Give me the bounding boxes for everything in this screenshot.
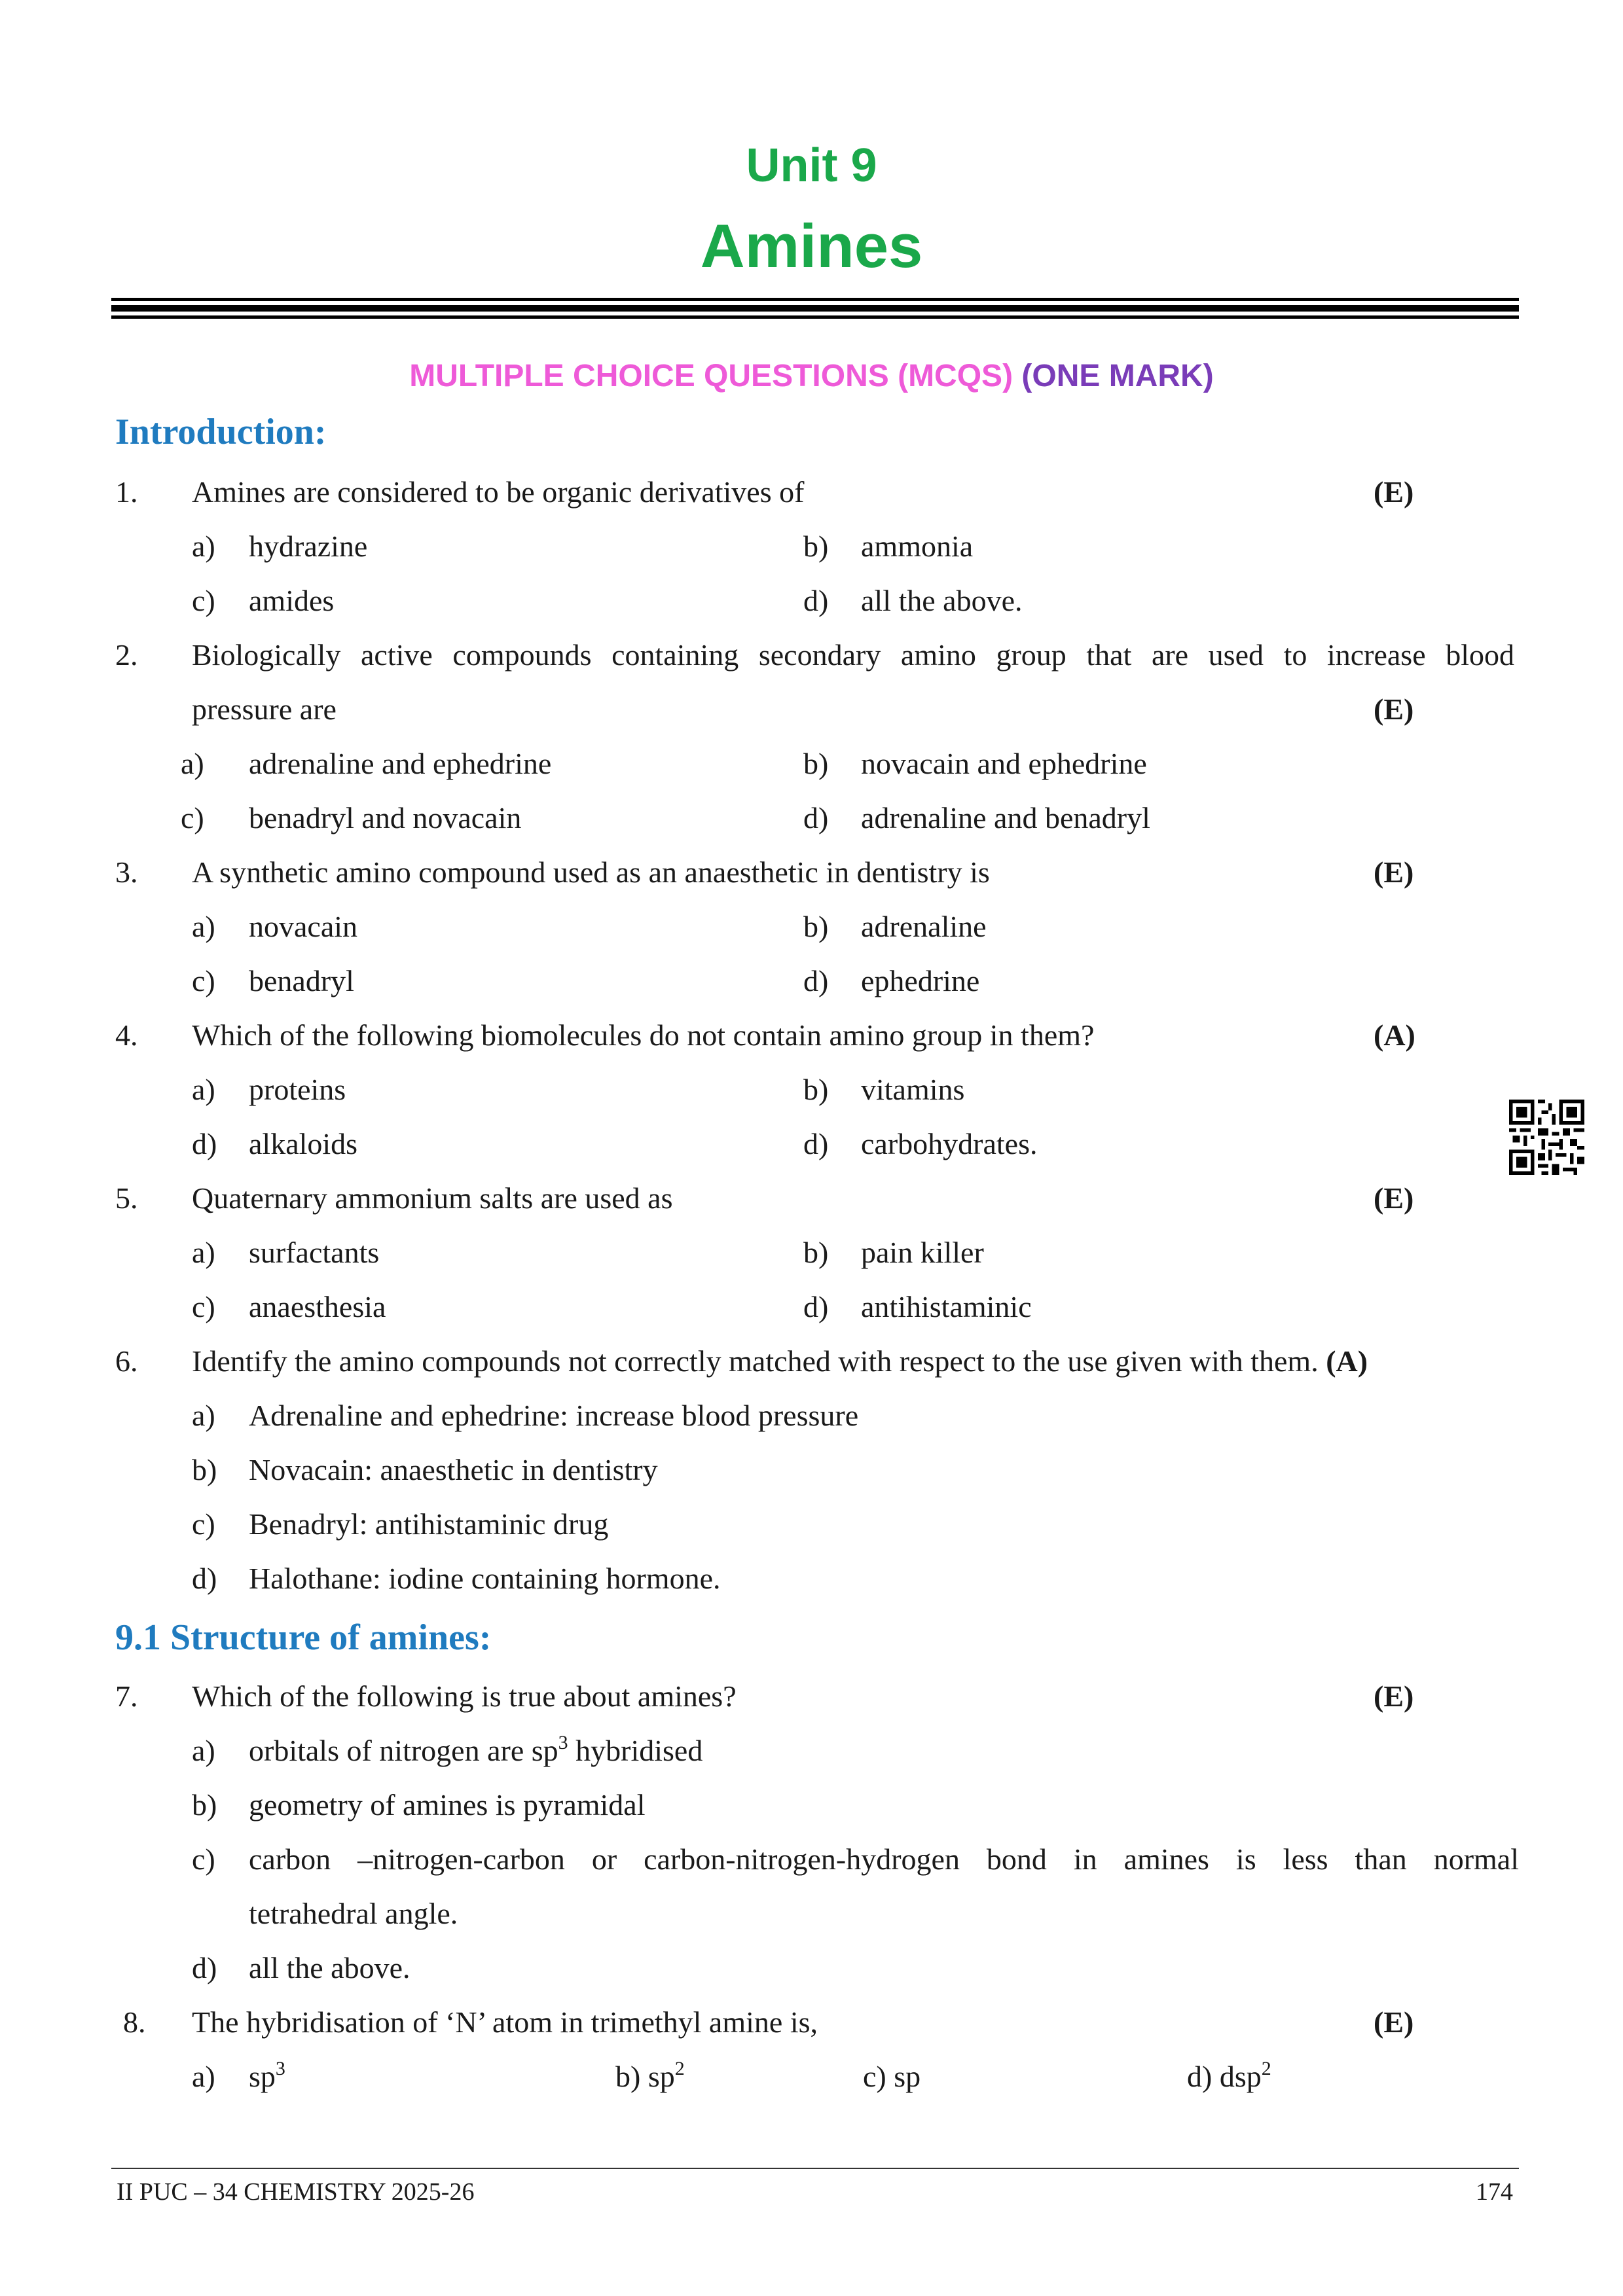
option-label: c) (192, 1507, 215, 1541)
option-label: a) (192, 1399, 215, 1432)
question-number: 6. (115, 1344, 138, 1378)
option-label: d) (192, 1562, 217, 1595)
option-label: c) (192, 1290, 215, 1323)
option-text: Halothane: iodine containing hormone. (249, 1562, 721, 1595)
superscript: 3 (275, 2058, 285, 2079)
option-text: all the above. (249, 1951, 410, 1984)
option-text: adrenaline and benadryl (861, 801, 1150, 834)
option-label: b) (803, 747, 829, 780)
question-number: 2. (115, 638, 138, 672)
option-text: proteins (249, 1073, 346, 1106)
option-label: a) (192, 1073, 215, 1106)
option-text: benadryl (249, 964, 354, 997)
option-label: d) (192, 1127, 217, 1160)
option-text: Novacain: anaesthetic in dentistry (249, 1453, 658, 1486)
option-text: alkaloids (249, 1127, 358, 1160)
option-label: b) sp (615, 2060, 675, 2093)
option-label: a) (192, 2060, 215, 2093)
question-mark: (E) (1374, 475, 1414, 509)
question-mark: (E) (1374, 1181, 1414, 1215)
question-text (192, 1344, 1368, 1378)
option-text: ephedrine (861, 964, 980, 997)
question-text: A synthetic amino compound used as an anaesthetic in dentistry is (192, 855, 990, 889)
question-text: Quaternary ammonium salts are used as (192, 1181, 673, 1215)
option-text (249, 1733, 702, 1768)
option-label: c) (181, 801, 204, 834)
footer-course: II PUC – 34 CHEMISTRY 2025-26 (117, 2178, 475, 2206)
question-text: Which of the following is true about amines? (192, 1679, 737, 1713)
option-label: d) (803, 801, 829, 834)
option-label: d) (803, 1127, 829, 1160)
question-text: The hybridisation of ‘N’ atom in trimethyl amine is, (192, 2005, 818, 2039)
question-mark: (A) (1326, 1344, 1368, 1378)
question-text: Which of the following biomolecules do not contain amino group in them? (192, 1018, 1095, 1052)
option-text: anaesthesia (249, 1290, 386, 1323)
mcq-banner-marks: (ONE MARK) (1021, 359, 1214, 393)
title-rule-top (111, 298, 1519, 301)
superscript: 2 (674, 2058, 685, 2079)
option-label: a) (192, 1236, 215, 1269)
option-label: b) (192, 1453, 217, 1486)
option-label: b) (192, 1788, 217, 1821)
section-heading-structure: 9.1 Structure of amines: (115, 1617, 492, 1658)
option-label: d) dsp (1187, 2060, 1262, 2093)
option-text: adrenaline and ephedrine (249, 747, 552, 780)
option-text-line-1: carbon –nitrogen-carbon or carbon-nitrogen-hydrogen bond in amines is less than normal (249, 1842, 1519, 1876)
option-label: c) sp (863, 2060, 921, 2093)
unit-number: Unit 9 (746, 139, 877, 192)
option-text: antihistaminic (861, 1290, 1032, 1323)
option-label: a) (192, 529, 215, 563)
option-label: b) (803, 1236, 829, 1269)
option-text: ammonia (861, 529, 974, 563)
mcq-banner (0, 358, 1623, 394)
option-text-post: hybridised (568, 1734, 703, 1767)
option-label: c) (192, 584, 215, 617)
option-text: novacain (249, 910, 358, 943)
option-text: amides (249, 584, 335, 617)
option-label: d) (192, 1951, 217, 1984)
superscript: 3 (558, 1732, 568, 1753)
option-text: Benadryl: antihistaminic drug (249, 1507, 609, 1541)
question-number: 1. (115, 475, 138, 509)
option-label: d) (803, 964, 829, 997)
option-text: novacain and ephedrine (861, 747, 1147, 780)
mcq-banner-main: MULTIPLE CHOICE QUESTIONS (MCQS) (409, 359, 1013, 393)
question-number: 7. (115, 1679, 138, 1713)
option-text-line-2: tetrahedral angle. (249, 1897, 458, 1930)
option-text: benadryl and novacain (249, 801, 522, 834)
option-label: a) (181, 747, 204, 780)
option-text: pain killer (861, 1236, 984, 1269)
option-text: all the above. (861, 584, 1023, 617)
option-label: b) (803, 910, 829, 943)
option-text (615, 2059, 685, 2094)
title-rule-middle (111, 305, 1519, 312)
option-label: b) (803, 1073, 829, 1106)
question-number: 5. (115, 1181, 138, 1215)
option-label: d) (803, 584, 829, 617)
footer-rule (111, 2168, 1519, 2169)
question-text-body: Identify the amino compounds not correctly matched with respect to the use given with them. (192, 1344, 1319, 1378)
chapter-title: Amines (700, 211, 923, 280)
option-base: sp (249, 2060, 276, 2093)
question-number: 3. (115, 855, 138, 889)
option-text: geometry of amines is pyramidal (249, 1788, 646, 1821)
option-label: b) (803, 529, 829, 563)
question-mark: (E) (1374, 1679, 1414, 1713)
qr-code-icon[interactable] (1509, 1100, 1584, 1175)
question-text-line-2: pressure are (192, 692, 337, 726)
option-label: d) (803, 1290, 829, 1323)
option-label: c) (192, 964, 215, 997)
option-text (249, 2059, 285, 2094)
option-text: Adrenaline and ephedrine: increase blood pressure (249, 1399, 859, 1432)
question-mark: (E) (1374, 2005, 1414, 2039)
question-mark: (E) (1374, 855, 1414, 889)
option-label: a) (192, 910, 215, 943)
question-number: 8. (123, 2005, 146, 2039)
superscript: 2 (1261, 2058, 1271, 2079)
question-mark: (A) (1374, 1018, 1415, 1052)
option-text: carbohydrates. (861, 1127, 1038, 1160)
option-text: adrenaline (861, 910, 987, 943)
option-text: vitamins (861, 1073, 965, 1106)
option-text (863, 2059, 921, 2094)
option-text: hydrazine (249, 529, 368, 563)
option-label: a) (192, 1734, 215, 1767)
question-number: 4. (115, 1018, 138, 1052)
section-heading-introduction: Introduction: (115, 412, 327, 452)
title-rule-bottom (111, 315, 1519, 319)
question-mark: (E) (1374, 692, 1414, 726)
question-text: Amines are considered to be organic derivatives of (192, 475, 805, 509)
option-text-pre: orbitals of nitrogen are sp (249, 1734, 558, 1767)
option-label: c) (192, 1842, 215, 1876)
question-text-line-1: Biologically active compounds containing secondary amino group that are used to increase blood (192, 638, 1514, 672)
page-number: 174 (1476, 2178, 1513, 2206)
option-text: surfactants (249, 1236, 380, 1269)
option-text (1187, 2059, 1271, 2094)
